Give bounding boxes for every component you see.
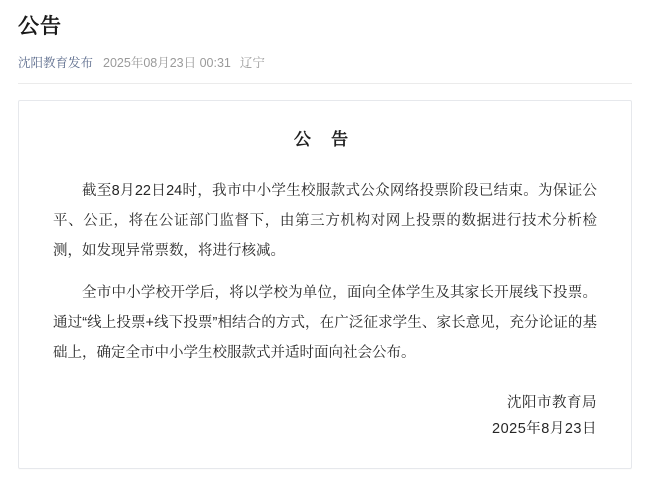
notice-signature [53, 390, 597, 442]
article-region: 辽宁 [239, 56, 265, 70]
header-divider [18, 83, 632, 84]
notice-paragraph-1: 截至8月22日24时，我市中小学生校服款式公众网络投票阶段已结束。为保证公平、公正，将在公证部门监督下，由第三方机构对网上投票的数据进行技术分析检测，如发现异常票数，将进行核减。 [53, 183, 597, 259]
notice-paragraph-2: 全市中小学校开学后，将以学校为单位，面向全体学生及其家长开展线下投票。通过“线上投票+线下投票”相结合的方式，在广泛征求学生、家长意见，充分论证的基础上，确定全市中小学生校服款式并适时面向社会公布。 [53, 285, 597, 361]
notice-heading: 公 告 [293, 130, 357, 149]
signature-organization: 沈阳市教育局 [507, 395, 597, 411]
article-page [0, 12, 650, 504]
article-meta [18, 54, 632, 72]
page-title: 公告 [18, 15, 62, 38]
article-timestamp: 2025年08月23日 00:31 [103, 56, 231, 70]
notice-card [18, 100, 632, 469]
signature-date: 2025年8月23日 [492, 421, 597, 437]
article-source[interactable]: 沈阳教育发布 [18, 56, 94, 70]
